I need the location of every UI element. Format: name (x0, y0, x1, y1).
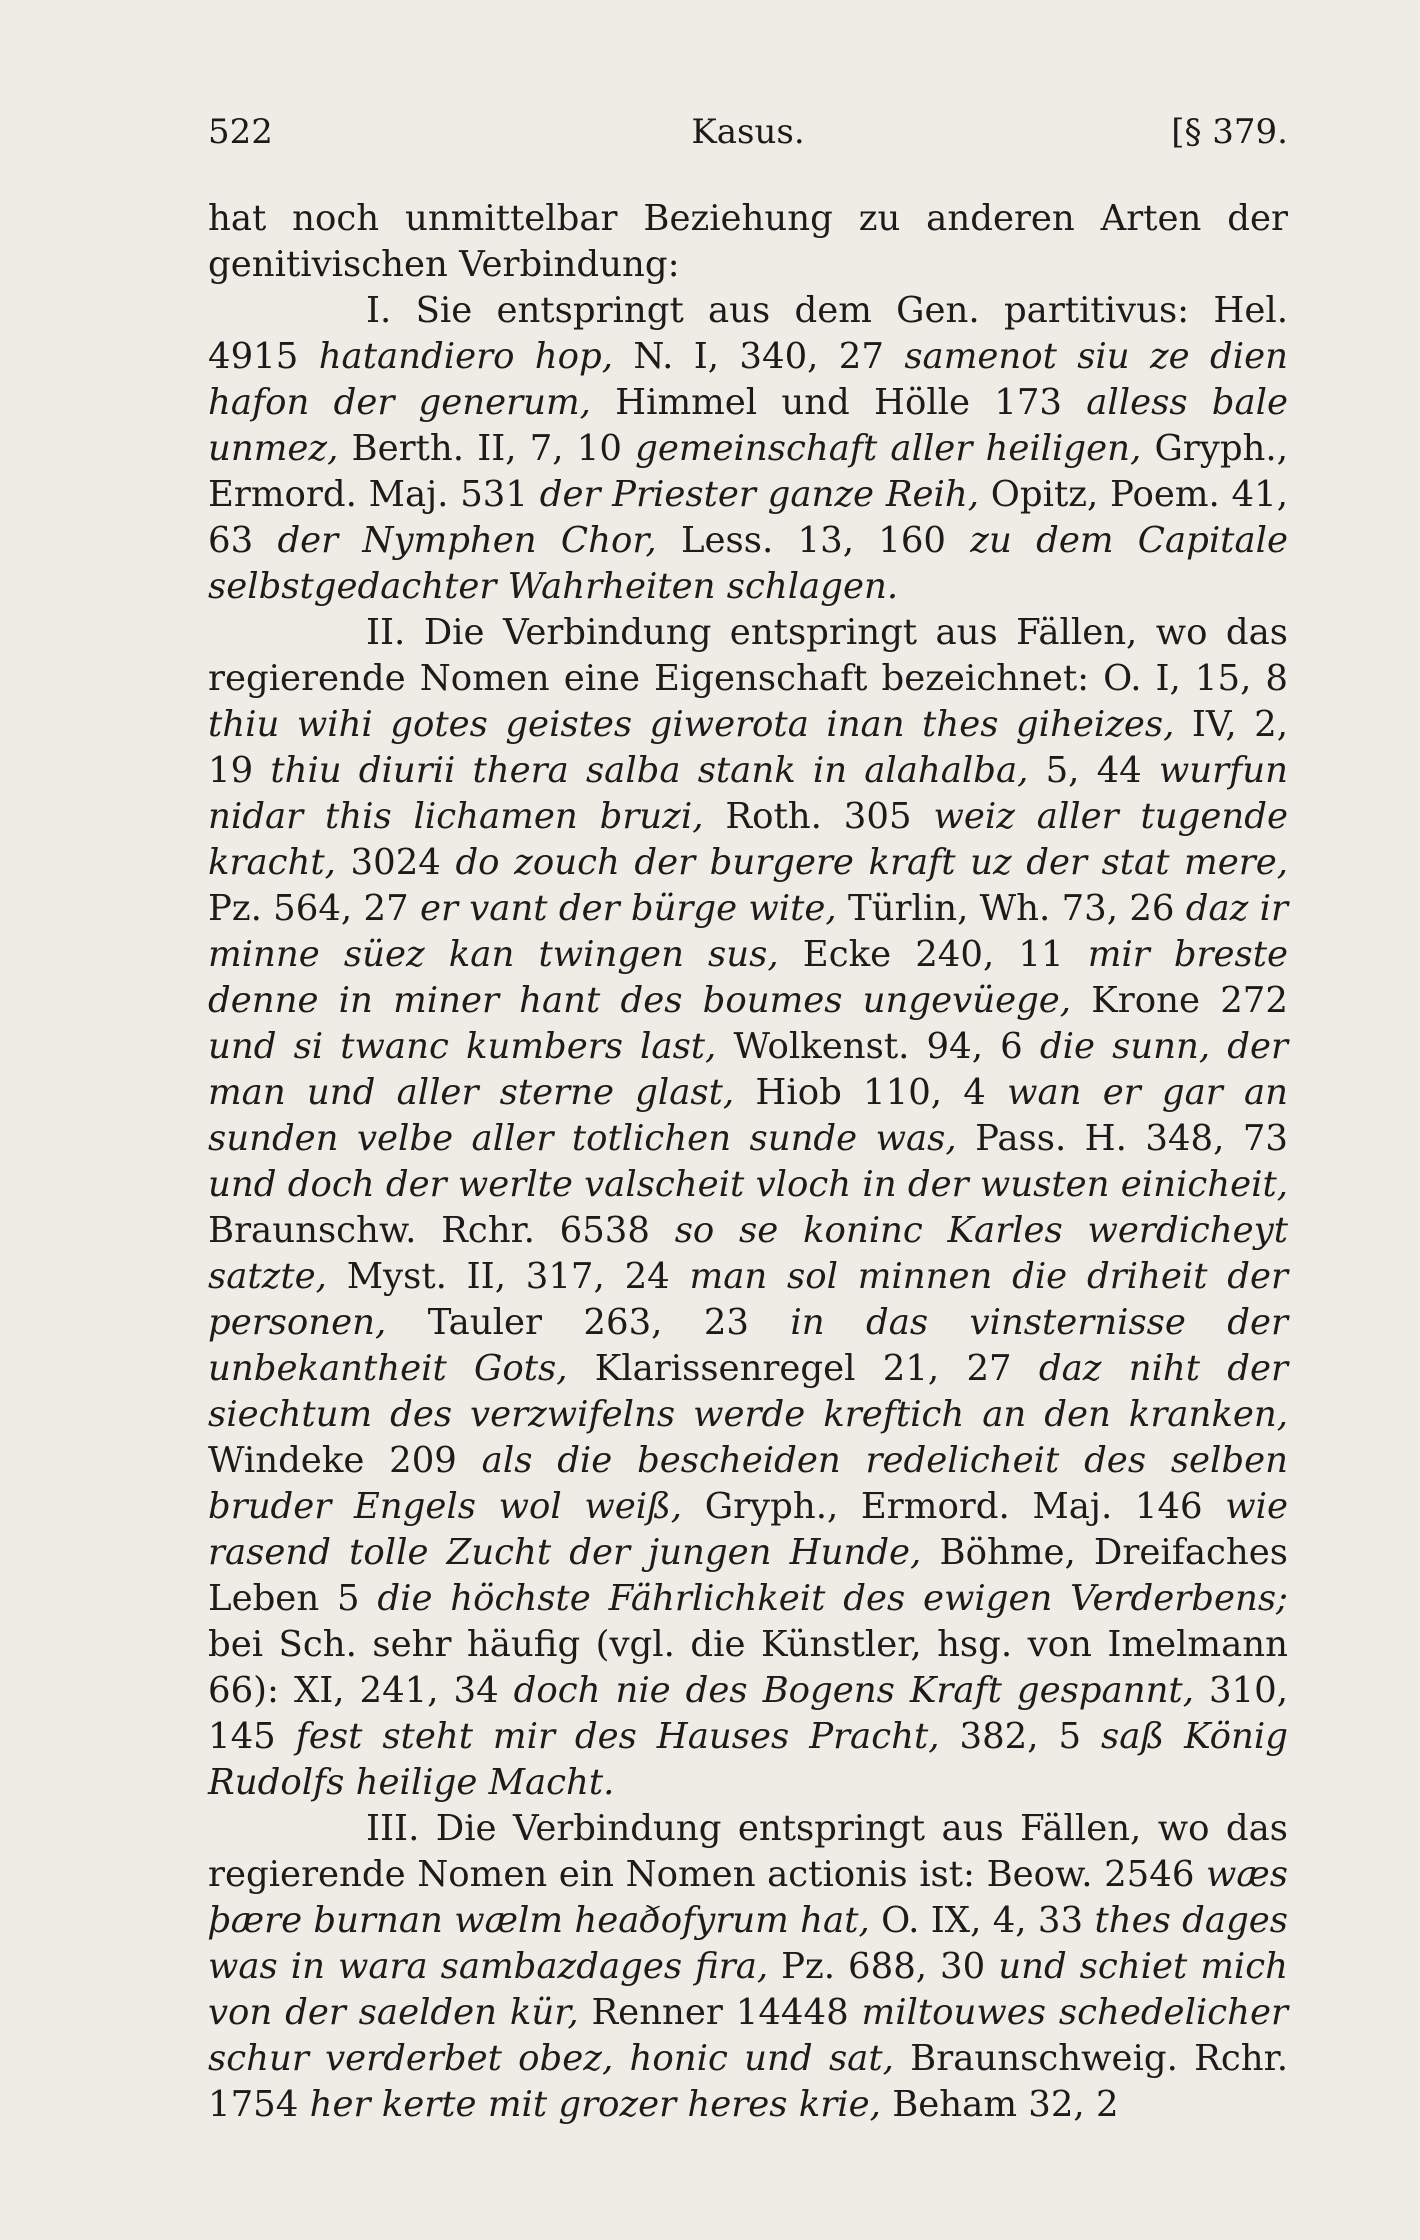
citation-quote: alless bale unmez, (208, 382, 1288, 469)
text-run: Gryph., Ermord. Maj. 531 (208, 428, 1288, 515)
text-run: III. Die Verbindung entspringt aus Fällen, wo das regierende Nomen ein Nomen actionis ist: Beow. 2546 (208, 1808, 1288, 1895)
text-run: 310, 145 (208, 1670, 1288, 1757)
citation-quote: gemeinschaft aller heiligen, (635, 428, 1142, 469)
text-run: Pz. 564, 27 (208, 888, 420, 929)
text-run: I. Sie entspringt aus dem Gen. partitivus: Hel. 4915 (208, 290, 1288, 377)
citation-quote: thes dages was in wara sambazdages fira, (208, 1900, 1289, 1987)
text-run: Hiob 110, 4 (734, 1072, 1008, 1113)
paragraph-intro (208, 196, 1288, 288)
citation-quote: weiz aller tugende kracht, (208, 796, 1288, 883)
text-run: Himmel und Hölle 173 (590, 382, 1087, 423)
paragraph-section-iii (208, 1806, 1288, 2128)
citation-quote: und doch der werlte valscheit vloch in der wusten einicheit, (208, 1164, 1289, 1205)
text-run: Beham 32, 2 (880, 2084, 1119, 2125)
citation-quote: thiu diurii thera salba stank in alahalba, (270, 750, 1029, 791)
citation-quote: daz ir minne süez kan twingen sus, (208, 888, 1288, 975)
running-header (208, 112, 1288, 162)
citation-quote: do zouch der burgere kraft uz der stat mere, (455, 842, 1288, 883)
citation-quote: thiu wihi gotes geistes giwerota inan thes giheizes, (208, 704, 1175, 745)
citation-quote: her kerte mit grozer heres krie, (309, 2084, 881, 2125)
paragraph-section-ii (208, 610, 1288, 1806)
text-run: Klarissenregel 21, 27 (567, 1348, 1039, 1389)
citation-quote: und si twanc kumbers last, (208, 1026, 717, 1067)
text-run: Tauler 263, 23 (386, 1302, 791, 1343)
citation-quote: mir breste denne in miner hant des boumes ungevüege, (208, 934, 1289, 1021)
text-run: 5, 44 (1028, 750, 1159, 791)
text-run: N. I, 340, 27 (613, 336, 905, 377)
text-run: Myst. II, 317, 24 (326, 1256, 690, 1297)
text-run: Roth. 305 (703, 796, 934, 837)
citation-quote: wie rasend tolle Zucht der jungen Hunde, (208, 1486, 1288, 1573)
citation-quote: doch nie des Bogens Kraft gespannt, (513, 1670, 1194, 1711)
citation-quote: er vant der bürge wite, (419, 888, 837, 929)
text-run: Berth. II, 7, 10 (338, 428, 636, 469)
citation-quote: und schiet mich von der saelden kür, (208, 1946, 1288, 2033)
text-run: Gryph., Ermord. Maj. 146 (682, 1486, 1226, 1527)
text-run: Less. 13, 160 (656, 520, 971, 561)
citation-quote: der Priester ganze Reih, (539, 474, 980, 515)
citation-quote: zu dem Capitale selbstgedachter Wahrheiten schlagen. (208, 520, 1288, 607)
citation-quote: samenot siu ze dien hafon der generum, (208, 336, 1288, 423)
page-number: 522 (208, 112, 273, 152)
text-run: Türlin, Wh. 73, 26 (836, 888, 1186, 929)
citation-quote: wæs þære burnan wælm heaðofyrum hat, (208, 1854, 1288, 1941)
citation-quote: der Nymphen Chor, (277, 520, 657, 561)
text-run: Böhme, Dreifaches Leben 5 (208, 1532, 1288, 1619)
paragraph-section-i (208, 288, 1288, 610)
citation-quote: saß König Rudolfs heilige Macht. (208, 1716, 1288, 1803)
text-run: Pz. 688, 30 (768, 1946, 999, 1987)
citation-quote: fest steht mir des Hauses Pracht, (295, 1716, 940, 1757)
text-run: Wolkenst. 94, 6 (716, 1026, 1040, 1067)
citation-quote: als die bescheiden redelicheit des selben bruder Engels wol weiß, (208, 1440, 1288, 1527)
text-run: O. IX, 4, 33 (869, 1900, 1095, 1941)
text-run: Opitz, Poem. 41, 63 (208, 474, 1288, 561)
citation-quote: die sunn, der man und aller sterne glast, (208, 1026, 1288, 1113)
body-text (208, 196, 1288, 2128)
text-run: Renner 14448 (578, 1992, 862, 2033)
text-run: Ecke 240, 11 (778, 934, 1088, 975)
text-run: Krone 272 (1071, 980, 1288, 1021)
citation-quote: miltouwes schedelicher schur verderbet obez, honic und sat, (208, 1992, 1288, 2079)
citation-quote: die höchste Fährlichkeit des ewigen Verderbens; (377, 1578, 1288, 1619)
text-run: 3024 (335, 842, 456, 883)
text-run: 382, 5 (939, 1716, 1102, 1757)
section-reference: [§ 379. (1171, 112, 1288, 152)
text-run: IV, 2, 19 (208, 704, 1288, 791)
citation-quote: in das vinsternisse der unbekantheit Gots, (208, 1302, 1289, 1389)
citation-quote: so se koninc Karles werdicheyt satzte, (208, 1210, 1288, 1297)
text-run: Braunschweig. Rchr. 1754 (208, 2038, 1288, 2125)
text-run: bei Sch. sehr häufig (vgl. die Künstler, hsg. von Imelmann 66): XI, 241, 34 (208, 1624, 1288, 1711)
running-title: Kasus. (691, 112, 805, 152)
text-run: Windeke 209 (208, 1440, 482, 1481)
text-run: hat noch unmittelbar Beziehung zu anderen Arten der genitivischen Verbindung: (208, 198, 1288, 285)
citation-quote: hatandiero hop, (318, 336, 614, 377)
citation-quote: man sol minnen die driheit der personen, (208, 1256, 1288, 1343)
citation-quote: wurfun nidar this lichamen bruzi, (208, 750, 1288, 837)
text-run: II. Die Verbindung entspringt aus Fällen, wo das regierende Nomen eine Eigenschaft bezeichnet: O. I, 15, 8 (208, 612, 1288, 699)
citation-quote: daz niht der siechtum des verzwifelns werde kreftich an den kranken, (208, 1348, 1289, 1435)
citation-quote: wan er gar an sunden velbe aller totlichen sunde was, (208, 1072, 1288, 1159)
text-run: Braunschw. Rchr. 6538 (208, 1210, 675, 1251)
text-run: Pass. H. 348, 73 (956, 1118, 1288, 1159)
